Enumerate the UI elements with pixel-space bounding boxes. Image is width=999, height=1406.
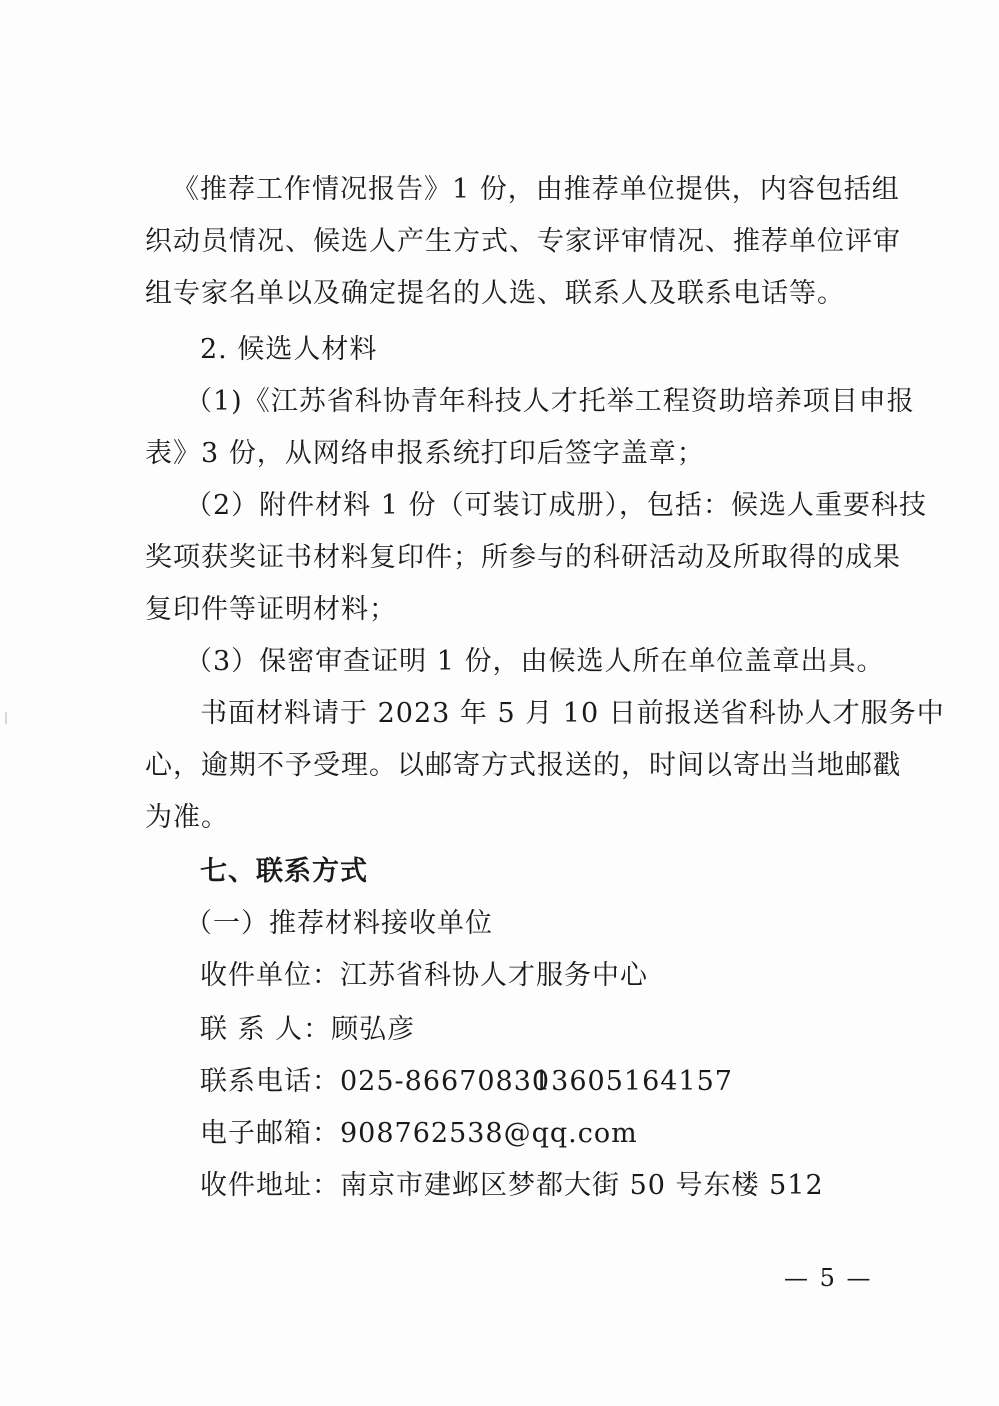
item2-line-2: 奖项获奖证书材料复印件；所参与的科研活动及所取得的成果 bbox=[145, 542, 901, 573]
deadline-line-1: 书面材料请于 2023 年 5 月 10 日前报送省科协人才服务中 bbox=[200, 698, 945, 729]
recipient-unit: 收件单位：江苏省科协人才服务中心 bbox=[200, 960, 648, 991]
item2-line-1: （2）附件材料 1 份（可装订成册），包括：候选人重要科技 bbox=[185, 490, 928, 521]
contact-email: 电子邮箱：908762538@qq.com bbox=[200, 1118, 638, 1149]
section7-heading: 七、联系方式 bbox=[200, 856, 368, 887]
item2-line-3: 复印件等证明材料； bbox=[145, 594, 397, 625]
item3-line: （3）保密审查证明 1 份，由候选人所在单位盖章出具。 bbox=[185, 646, 885, 677]
item1-line-2: 表》3 份，从网络申报系统打印后签字盖章； bbox=[145, 438, 705, 469]
candidate-materials-heading: 2. 候选人材料 bbox=[200, 334, 378, 365]
report-paragraph-line-1: 《推荐工作情况报告》1 份，由推荐单位提供，内容包括组 bbox=[172, 174, 900, 205]
subsection1-heading: （一）推荐材料接收单位 bbox=[185, 908, 493, 939]
deadline-line-3: 为准。 bbox=[145, 802, 229, 833]
report-paragraph-line-3: 组专家名单以及确定提名的人选、联系人及联系电话等。 bbox=[145, 278, 845, 309]
contact-phone: 联系电话：025-86670830 bbox=[200, 1066, 551, 1097]
report-paragraph-line-2: 织动员情况、候选人产生方式、专家评审情况、推荐单位评审 bbox=[145, 226, 901, 257]
scan-mark bbox=[5, 712, 7, 724]
contact-person: 联 系 人：顾弘彦 bbox=[200, 1014, 416, 1045]
contact-mobile: 13605164157 bbox=[533, 1066, 733, 1097]
page-number: — 5 — bbox=[784, 1264, 873, 1292]
deadline-line-2: 心，逾期不予受理。以邮寄方式报送的，时间以寄出当地邮戳 bbox=[145, 750, 901, 781]
item1-line-1: （1)《江苏省科协青年科技人才托举工程资助培养项目申报 bbox=[185, 386, 915, 417]
recipient-address: 收件地址：南京市建邺区梦都大街 50 号东楼 512 bbox=[200, 1170, 824, 1201]
